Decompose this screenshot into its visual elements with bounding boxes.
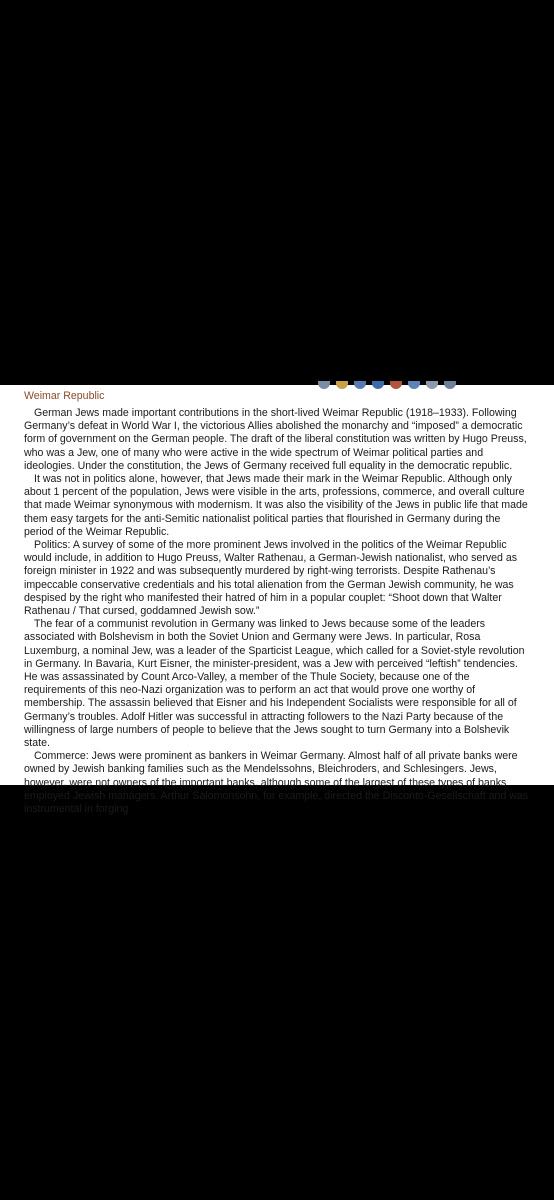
decor-dot [318,381,330,389]
section-title: Weimar Republic [24,390,105,402]
paragraph-culture: It was not in politics alone, however, that Jews made their mark in the Weimar Republic. Although only about 1 percent of the population, Jews were visible in the arts, professions, commerce, and overall culture that made Weimar synonymous with modernism. It was also the visibility of the Jews in public life that made them easy targets for the anti-Semitic nationalist political parties that flourished in Germany during the period of the Weimar Republic. [24,473,528,538]
paragraph-commerce: Commerce: Jews were prominent as bankers in Weimar Germany. Almost half of all private banks were owned by Jewish banking families such as the Mendelssohns, Bleichroders, and Schlesingers. Jews, however, were not owners of the important banks, although some of the largest of these types of banks employed Jewish managers. Arthur Salomonsohn, for example, directed the Disconto-Gesellschaft and was instrumental in forging [24,750,529,816]
decor-dot [408,381,420,389]
paragraph-communism: The fear of a communist revolution in Germany was linked to Jews because some of the leaders associated with Bolshevism in both the Soviet Union and Germany were Jews. In particular, Rosa Luxemburg, a nominal Jew, was a leader of the Sparticist League, which called for a Soviet-style revolution in Germany. In Bavaria, Kurt Eisner, the minister-president, was a Jew with perceived “leftish” tendencies. He was assassinated by Count Arco-Valley, a member of the Thule Society, because one of the requirements of this neo-Nazi organization was to perform an act that would prove one worthy of membership. The assassin believed that Eisner and his Independent Socialists were responsible for all of Germany’s troubles. Adolf Hitler was successful in attracting followers to the Nazi Party because of the willingness of large numbers of people to believe that the Jews sought to turn Germany into a Bolshevik state. [24,618,525,750]
paragraph-intro: German Jews made important contributions in the short-lived Weimar Republic (1918–1933). Following Germany’s defeat in World War I, the victorious Allies abolished the monarchy and “imposed” a democratic form of government on the German people. The draft of the liberal constitution was written by Hugo Preuss, who was a Jew, one of many who were active in the wide spectrum of Weimar political parties and ideologies. Under the constitution, the Jews of Germany received full equality in the democratic republic. [24,407,527,472]
decor-dot [426,381,438,389]
decorative-dots [318,381,456,389]
decor-dot [372,381,384,389]
decor-dot [390,381,402,389]
decor-dot [354,381,366,389]
decor-dot [444,381,456,389]
paragraph-politics: Politics: A survey of some of the more prominent Jews involved in the politics of the Weimar Republic would include, in addition to Hugo Preuss, Walter Rathenau, a German-Jewish nationalist, who served as foreign minister in 1922 and was subsequently murdered by right-wing terrorists. Despite Rathenau’s impeccable conservative credentials and his total alienation from the German Jewish community, he was despised by the right who manifested their hatred of him in a popular couplet: “Shoot down that Walter Rathenau / That cursed, goddamned Jewish sow.” [24,539,518,618]
decor-dot [336,381,348,389]
document-page [0,385,554,816]
